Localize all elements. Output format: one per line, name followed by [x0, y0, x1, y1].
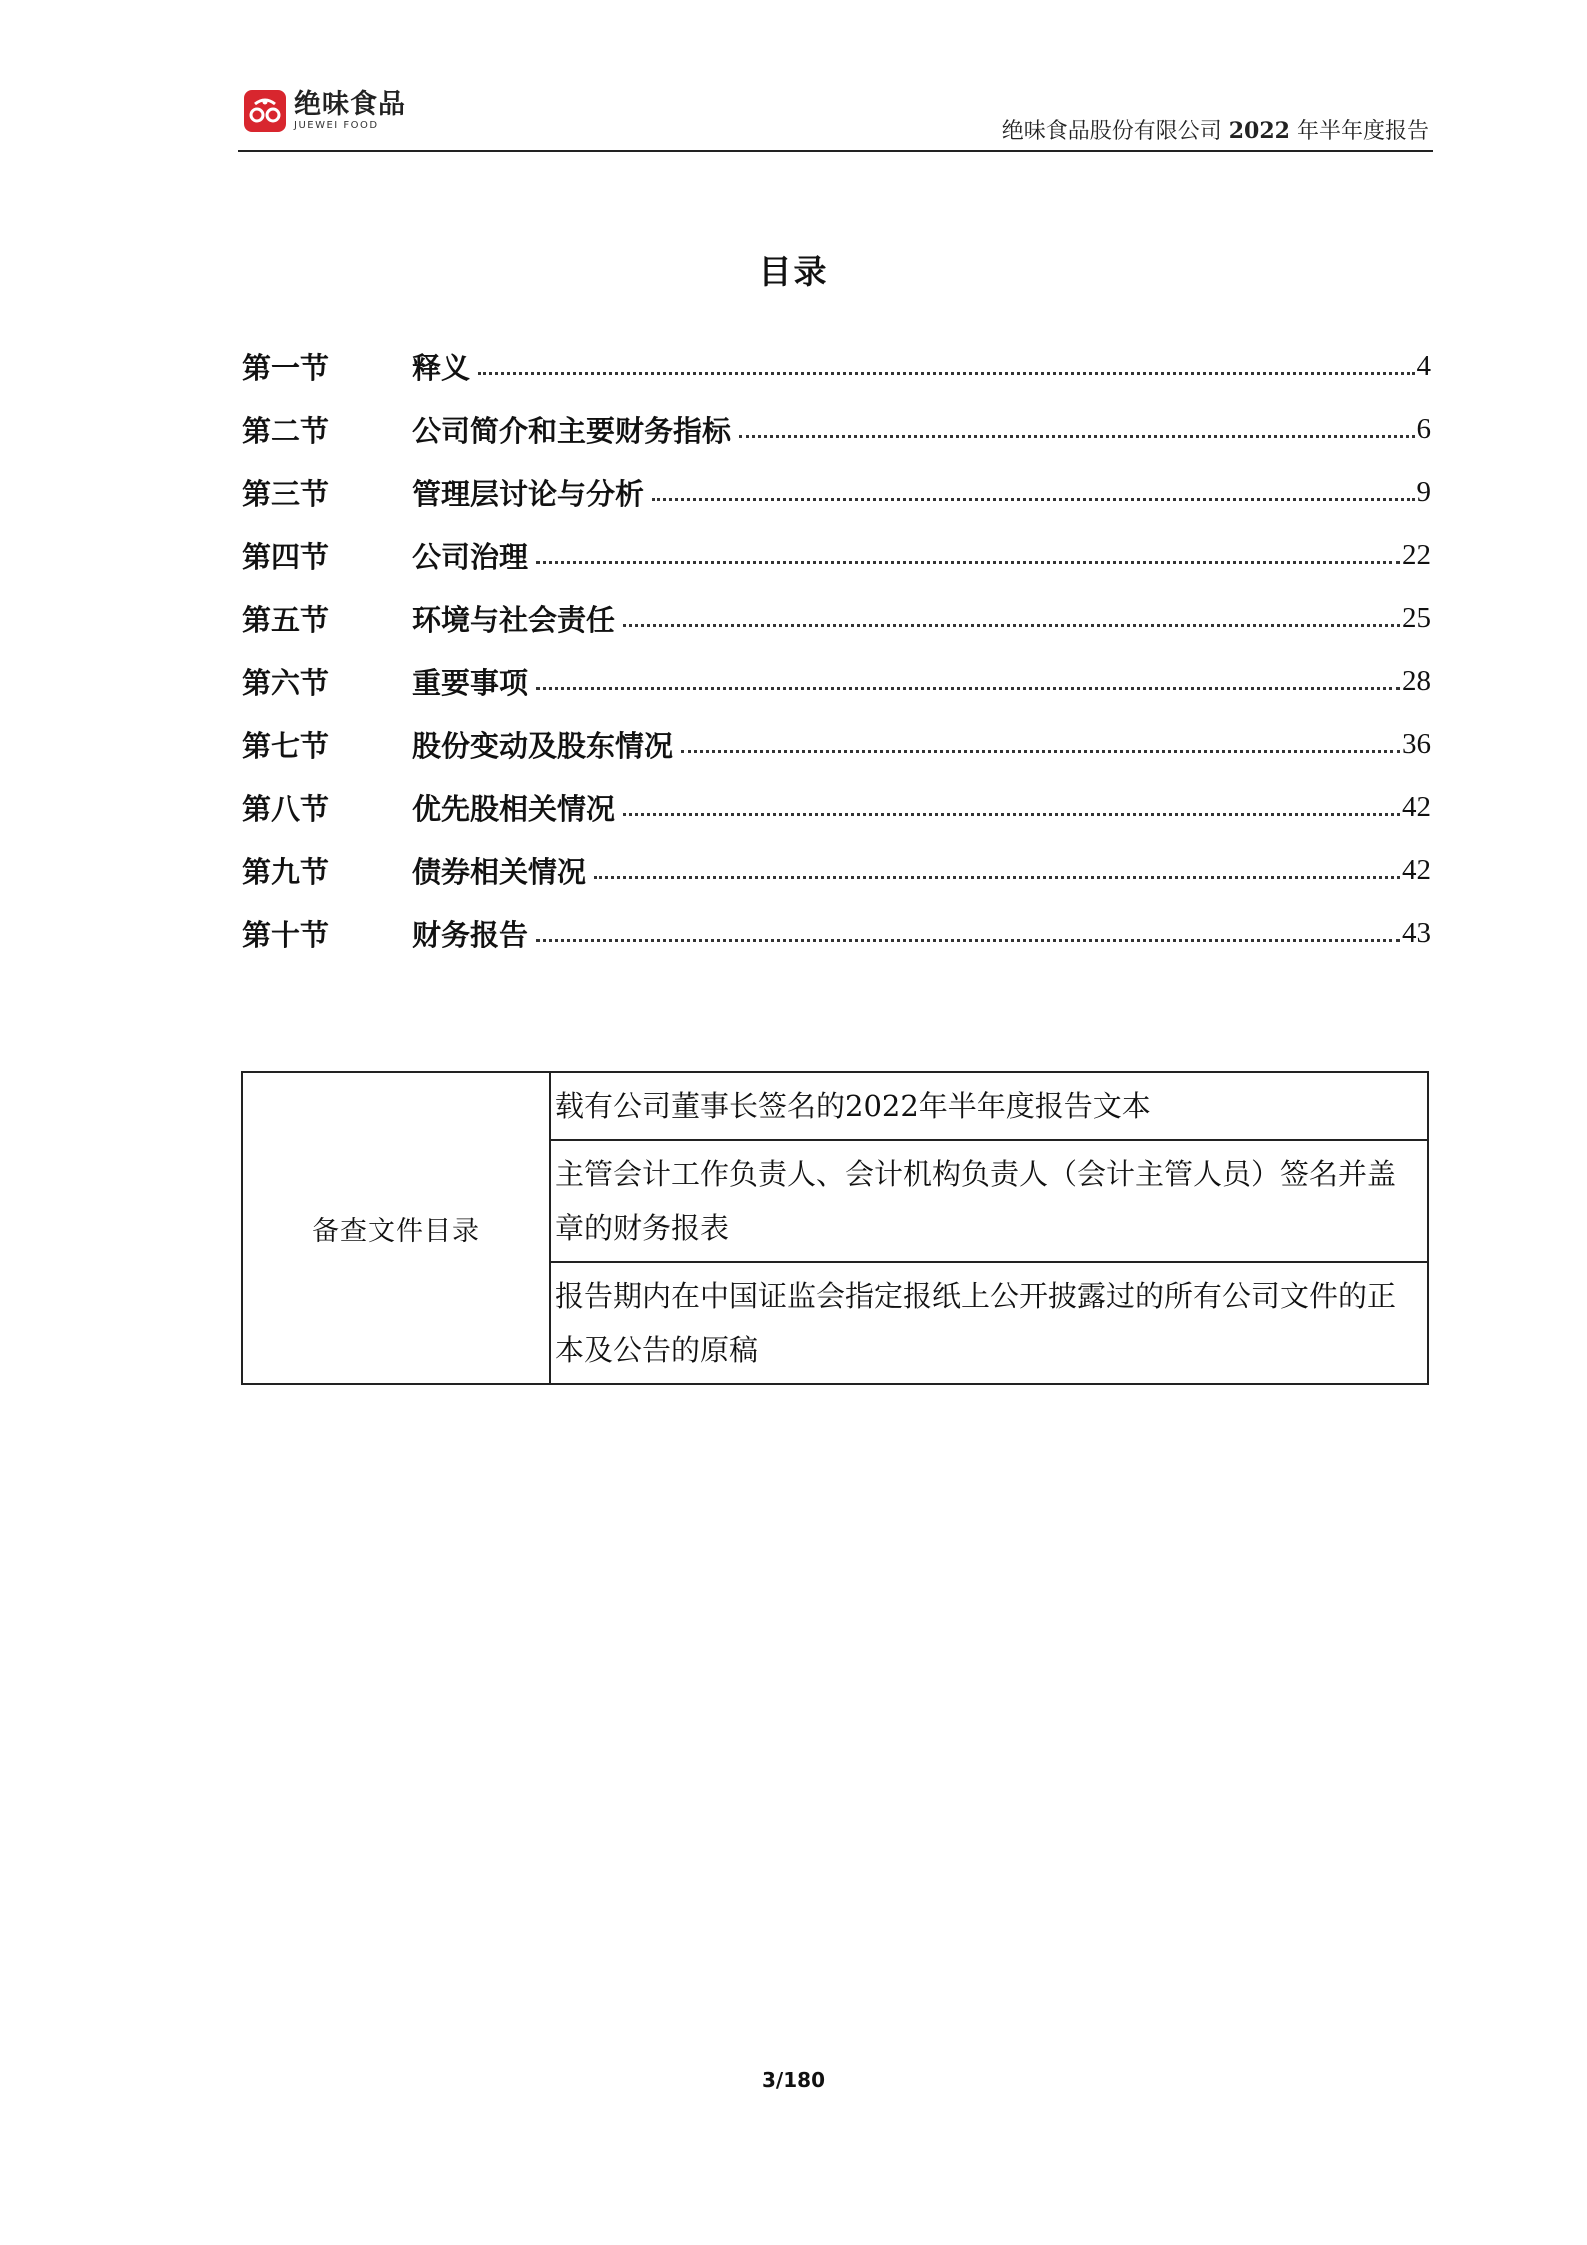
toc-entry[interactable]	[242, 713, 1431, 776]
toc-entry[interactable]	[242, 776, 1431, 839]
toc-entry[interactable]	[242, 461, 1431, 524]
toc-leader-dots	[681, 750, 1400, 753]
toc-page-number: 6	[1416, 413, 1431, 445]
toc-leader-dots	[536, 939, 1400, 942]
toc-page-number: 36	[1402, 728, 1431, 760]
toc-entry[interactable]	[242, 650, 1431, 713]
toc-page-number: 25	[1402, 602, 1431, 634]
toc-section-title: 释义	[412, 346, 478, 387]
toc-section-title: 优先股相关情况	[412, 787, 623, 828]
toc-entry[interactable]	[242, 524, 1431, 587]
toc-section-title: 管理层讨论与分析	[412, 472, 652, 513]
toc-section-number: 第五节	[242, 603, 330, 637]
toc-section-number: 第九节	[242, 855, 330, 889]
toc-section-number: 第六节	[242, 666, 330, 700]
report-type: 年半年度报告	[1296, 119, 1429, 144]
logo-chinese-name: 绝味食品	[294, 89, 406, 120]
table-of-contents	[242, 335, 1431, 965]
toc-section-title: 债券相关情况	[412, 850, 594, 891]
toc-entry[interactable]	[242, 335, 1431, 398]
toc-section-title: 公司简介和主要财务指标	[412, 409, 739, 450]
company-logo	[244, 90, 406, 132]
report-year: 2022	[1228, 118, 1290, 144]
reference-document-item: 载有公司董事长签名的2022年半年度报告文本	[550, 1072, 1428, 1140]
reference-documents-table	[241, 1071, 1429, 1385]
toc-page-number: 43	[1402, 917, 1431, 949]
toc-section-title: 重要事项	[412, 661, 536, 702]
toc-page-number: 42	[1402, 854, 1431, 886]
toc-entry[interactable]	[242, 839, 1431, 902]
toc-leader-dots	[594, 876, 1400, 879]
toc-leader-dots	[478, 372, 1414, 375]
toc-leader-dots	[623, 624, 1400, 627]
toc-entry[interactable]	[242, 398, 1431, 461]
toc-page-number: 42	[1402, 791, 1431, 823]
toc-page-number: 9	[1416, 476, 1431, 508]
toc-page-number: 22	[1402, 539, 1431, 571]
reference-documents-label: 备查文件目录	[242, 1072, 550, 1384]
toc-page-number: 4	[1416, 350, 1431, 382]
toc-section-title: 公司治理	[412, 535, 536, 576]
logo-mark-icon	[244, 90, 286, 132]
toc-section-number: 第七节	[242, 729, 330, 763]
logo-english-name: JUEWEI FOOD	[294, 120, 379, 131]
toc-entry[interactable]	[242, 902, 1431, 965]
toc-section-number: 第三节	[242, 477, 330, 511]
toc-leader-dots	[652, 498, 1414, 501]
toc-leader-dots	[623, 813, 1400, 816]
toc-section-title: 环境与社会责任	[412, 598, 623, 639]
toc-section-title: 股份变动及股东情况	[412, 724, 681, 765]
report-title	[1002, 114, 1429, 145]
reference-document-item: 报告期内在中国证监会指定报纸上公开披露过的所有公司文件的正本及公告的原稿	[550, 1262, 1428, 1384]
page-number: 3/180	[762, 2068, 825, 2092]
toc-leader-dots	[739, 435, 1414, 438]
toc-page-number: 28	[1402, 665, 1431, 697]
toc-section-number: 第四节	[242, 540, 330, 574]
reference-document-item: 主管会计工作负责人、会计机构负责人（会计主管人员）签名并盖章的财务报表	[550, 1140, 1428, 1262]
page-header	[238, 86, 1433, 152]
toc-entry[interactable]	[242, 587, 1431, 650]
toc-section-number: 第八节	[242, 792, 330, 826]
company-name: 绝味食品股份有限公司	[1001, 119, 1222, 144]
toc-section-title: 财务报告	[412, 913, 536, 954]
toc-heading: 目录	[758, 252, 829, 291]
toc-leader-dots	[536, 687, 1400, 690]
toc-section-number: 第十节	[242, 918, 330, 952]
toc-section-number: 第二节	[242, 414, 330, 448]
toc-section-number: 第一节	[242, 351, 330, 385]
toc-leader-dots	[536, 561, 1400, 564]
